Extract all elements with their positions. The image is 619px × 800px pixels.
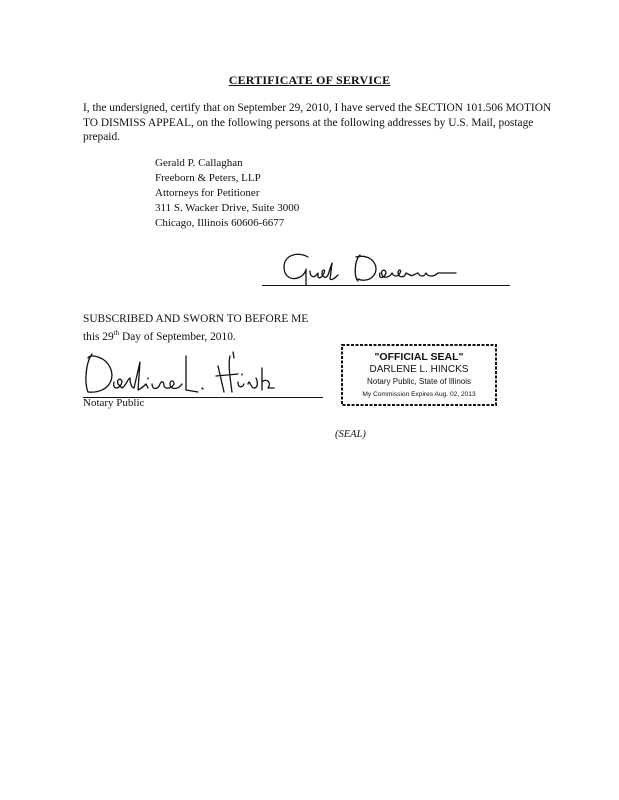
notary-signature xyxy=(78,348,278,400)
subscribed-sworn-block xyxy=(83,312,308,344)
recipient-address-block xyxy=(155,156,299,231)
subscribed-day-suffix: th xyxy=(113,329,120,337)
seal-heading: "OFFICIAL SEAL" xyxy=(374,351,464,363)
subscribed-day-prefix: this 29 xyxy=(83,330,114,343)
certification-text: I, the undersigned, certify that on September 29, 2010, I have served the SECTION 101.506 MOTION TO DISMISS APPEAL, on the following persons at the following addresses by U.S. Mail, postage prepaid. xyxy=(83,102,552,143)
recipient-firm: Freeborn & Peters, LLP xyxy=(155,172,261,184)
recipient-street: 311 S. Wacker Drive, Suite 3000 xyxy=(155,202,300,214)
recipient-city: Chicago, Illinois 60606-6677 xyxy=(155,217,285,229)
subscribed-day-rest: Day of September, 2010. xyxy=(119,330,236,343)
seal-expires: My Commission Expires Aug. 02, 2013 xyxy=(362,391,476,398)
seal-label: (SEAL) xyxy=(335,429,366,440)
seal-name: DARLENE L. HINCKS xyxy=(369,364,469,375)
recipient-role: Attorneys for Petitioner xyxy=(155,187,260,199)
notary-label: Notary Public xyxy=(83,397,145,409)
server-signature-line xyxy=(262,285,510,286)
subscribed-date xyxy=(83,326,308,344)
official-seal-stamp xyxy=(340,343,498,407)
subscribed-heading: SUBSCRIBED AND SWORN TO BEFORE ME xyxy=(83,313,309,325)
recipient-name: Gerald P. Callaghan xyxy=(155,157,243,169)
seal-title: Notary Public, State of Illinois xyxy=(366,377,472,386)
server-signature xyxy=(262,247,462,289)
certification-paragraph xyxy=(83,101,553,145)
document-title: CERTIFICATE OF SERVICE xyxy=(228,73,391,87)
